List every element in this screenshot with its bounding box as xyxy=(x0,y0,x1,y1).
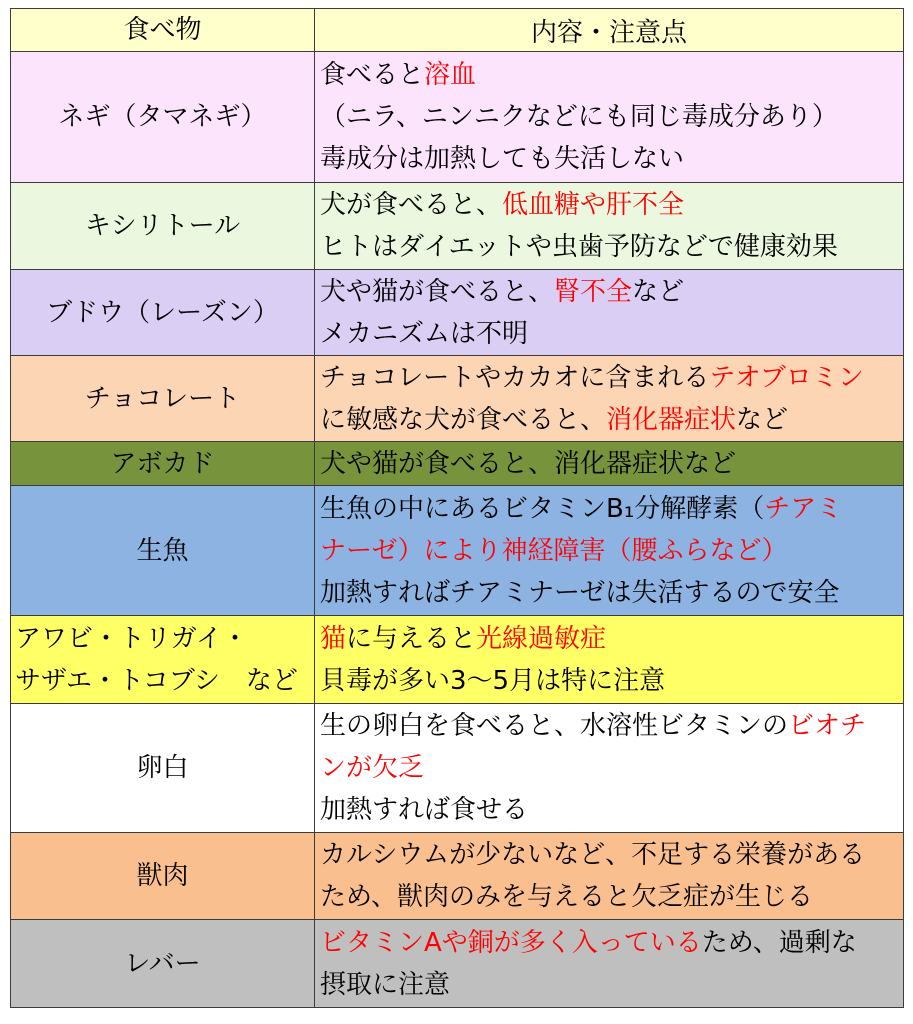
note-text: 犬や猫が食べると、 xyxy=(320,276,555,307)
header-food-label: 食べ物 xyxy=(123,15,202,45)
food-name: 生魚 xyxy=(136,535,189,566)
note-highlight: ビタミンAや銅が多く入っている xyxy=(320,927,702,958)
note-text: メカニズムは不明 xyxy=(320,318,529,349)
note-text: など xyxy=(632,276,685,307)
table-row-shellfish xyxy=(11,616,904,704)
notes-cell xyxy=(315,356,904,442)
notes-cell xyxy=(315,52,904,183)
note-line xyxy=(320,876,903,918)
note-line xyxy=(320,660,903,702)
food-cell xyxy=(11,616,315,704)
food-name: ブドウ（レーズン） xyxy=(46,297,279,328)
food-name: キシリトール xyxy=(84,211,241,241)
note-line xyxy=(320,488,903,530)
notes-cell xyxy=(315,616,904,704)
note-highlight: ンが欠乏 xyxy=(320,753,425,783)
table-row-chocolate xyxy=(11,356,904,442)
note-line xyxy=(320,226,903,268)
note-highlight: テオブロミン xyxy=(709,362,864,393)
note-line xyxy=(320,96,903,138)
table-row-egg-white xyxy=(11,704,904,833)
note-highlight: チアミ xyxy=(764,493,843,524)
food-name: 獣肉 xyxy=(136,861,189,891)
note-line xyxy=(320,834,903,876)
note-text: ため、獣肉のみを与えると欠乏症が生じる xyxy=(320,882,813,912)
note-line xyxy=(320,313,903,355)
food-cell xyxy=(11,486,315,616)
note-text: 生の卵白を食べると、水溶性ビタミンの xyxy=(320,711,789,741)
food-cell xyxy=(11,356,315,442)
note-highlight: 猫 xyxy=(320,623,347,654)
note-line xyxy=(320,964,903,1006)
notes-cell xyxy=(315,183,904,270)
food-name: ネギ（タマネギ） xyxy=(58,102,267,132)
note-text: （ニラ、ニンニクなどにも同じ毒成分あり） xyxy=(320,102,838,132)
note-text: 犬が食べると、 xyxy=(320,190,503,220)
note-text: 犬や猫が食べると、消化器症状など xyxy=(320,448,737,479)
note-line xyxy=(320,789,903,831)
note-text: 加熱すればチアミナーゼは失活するので安全 xyxy=(320,577,840,608)
note-text: 加熱すれば食せる xyxy=(320,795,529,825)
food-name: アワビ・トリガイ・ xyxy=(15,623,248,654)
note-line xyxy=(320,54,903,96)
note-line xyxy=(320,138,903,180)
note-text: 貝毒が多い3～5月は特に注意 xyxy=(320,665,666,696)
food-cell xyxy=(11,183,315,270)
food-cell xyxy=(11,704,315,833)
note-line xyxy=(320,184,903,226)
note-line xyxy=(320,922,903,964)
header-food-cell xyxy=(11,9,315,52)
note-text: ため、過剰な xyxy=(701,927,857,958)
table-row-xylitol xyxy=(11,183,904,270)
note-line xyxy=(320,357,903,399)
note-highlight: 消化器症状 xyxy=(606,404,737,435)
notes-cell xyxy=(315,442,904,486)
note-text: 摂取に注意 xyxy=(320,969,451,1000)
header-notes-label: 内容・注意点 xyxy=(530,17,687,48)
note-text: 食べると xyxy=(320,60,425,90)
note-line xyxy=(320,747,903,789)
notes-cell xyxy=(315,704,904,833)
notes-cell xyxy=(315,486,904,616)
food-name: レバー xyxy=(124,948,201,979)
food-cell xyxy=(11,833,315,920)
food-name: 卵白 xyxy=(136,753,189,783)
note-highlight: 溶血 xyxy=(424,60,477,90)
note-line xyxy=(320,443,903,485)
food-cell xyxy=(11,52,315,183)
table-row-grape xyxy=(11,270,904,356)
note-text: に敏感な犬が食べると、 xyxy=(320,404,607,435)
table-row-meat xyxy=(11,833,904,920)
note-text: チョコレートやカカオに含まれる xyxy=(320,362,710,393)
note-highlight: ビオチ xyxy=(788,711,867,741)
food-name: チョコレート xyxy=(84,383,241,414)
notes-cell xyxy=(315,270,904,356)
food-cell xyxy=(11,442,315,486)
food-cell xyxy=(11,270,315,356)
note-text: ヒトはダイエットや虫歯予防などで健康効果 xyxy=(320,232,838,262)
table-row-negi xyxy=(11,52,904,183)
note-line xyxy=(320,271,903,313)
note-line xyxy=(320,618,903,660)
note-line xyxy=(320,530,903,572)
note-highlight: 低血糖や肝不全 xyxy=(502,190,685,220)
header-notes-cell xyxy=(315,9,904,52)
note-text: に与えると xyxy=(346,623,477,654)
table-row-avocado xyxy=(11,442,904,486)
note-text: など xyxy=(736,404,789,435)
note-line xyxy=(320,572,903,614)
food-cell xyxy=(11,920,315,1008)
table-row-liver xyxy=(11,920,904,1008)
note-highlight: ナーゼ）により神経障害（腰ふらなど） xyxy=(320,535,788,566)
note-line xyxy=(320,399,903,441)
note-line xyxy=(320,705,903,747)
note-highlight: 光線過敏症 xyxy=(476,623,607,654)
note-text: 生魚の中にあるビタミンB₁分解酵素（ xyxy=(320,493,765,524)
note-text: 毒成分は加熱しても失活しない xyxy=(320,144,685,174)
food-name: サザエ・トコブシ など xyxy=(15,665,298,696)
pet-food-caution-table xyxy=(10,8,904,1008)
note-highlight: 腎不全 xyxy=(554,276,633,307)
food-name: アボカド xyxy=(110,448,215,479)
table-header xyxy=(11,9,904,52)
table-row-raw-fish xyxy=(11,486,904,616)
notes-cell xyxy=(315,833,904,920)
note-text: カルシウムが少ないなど、不足する栄養がある xyxy=(320,840,866,870)
notes-cell xyxy=(315,920,904,1008)
